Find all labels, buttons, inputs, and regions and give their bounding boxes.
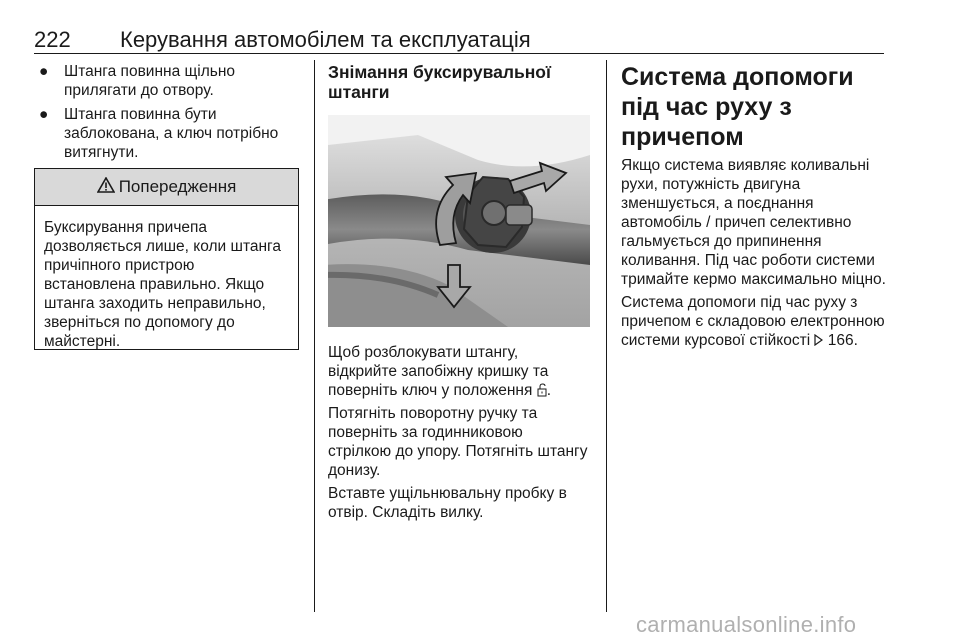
paragraph: Вставте ущільнювальну пробку в отвір. Складіть вилку. [328,485,567,521]
section-heading: Знімання буксирувальної штанги [328,62,551,102]
paragraph: Щоб розблокувати штангу, відкрийте запобіжну кришку та поверніть ключ у положення . [328,344,551,399]
list-item: ● Штанга повинна щільно прилягати до отвору. [39,63,235,99]
page-title: Керування автомобілем та експлуатація [120,27,531,52]
watermark: carmanualsonline.info [636,612,857,637]
column-middle-text [328,343,590,526]
warning-header [35,169,298,206]
page-header [34,28,884,52]
warning-body: Буксирування причепа дозволяється лише, коли штанга причіпного пристрою встановлена правильно. Якщо штанга заходить неправильно, зверніться по допомогу до майстерні. [44,219,281,350]
column-middle [328,62,590,102]
reference-page[interactable]: 166. [827,332,858,349]
paragraph: Система допомоги під час руху з причепом є складовою електронною системи курсової стійкості 166. [621,294,885,349]
column-right-text [621,156,887,350]
section-title: Система допомоги під час руху з причепом [621,63,854,151]
column-left [34,62,299,167]
towbar-illustration [328,115,590,327]
reference-arrow-icon [814,332,823,349]
column-divider [314,60,315,612]
warning-triangle-icon [97,177,115,198]
paragraph: Потягніть поворотну ручку та поверніть за годинниковою стрілкою до упору. Потягніть штангу донизу. [328,405,588,479]
unlocked-padlock-icon [537,382,547,399]
column-divider [606,60,607,612]
warning-heading: Попередження [118,177,237,196]
header-rule [34,53,884,54]
column-right [621,62,887,354]
bullet-icon: ● [39,106,49,123]
page-number: 222 [34,27,71,52]
bullet-list [34,62,299,162]
bullet-icon: ● [39,63,49,80]
warning-box [34,168,299,350]
paragraph: Якщо система виявляє коливальні рухи, потужність двигуна зменшується, а поєднання автомобіль / причеп селективно гальмується до припинення коливання. Під час роботи системи тримайте кермо максимально міцно. [621,157,886,288]
list-item: ● Штанга повинна бути заблокована, а ключ потрібно витягнути. [39,106,279,161]
